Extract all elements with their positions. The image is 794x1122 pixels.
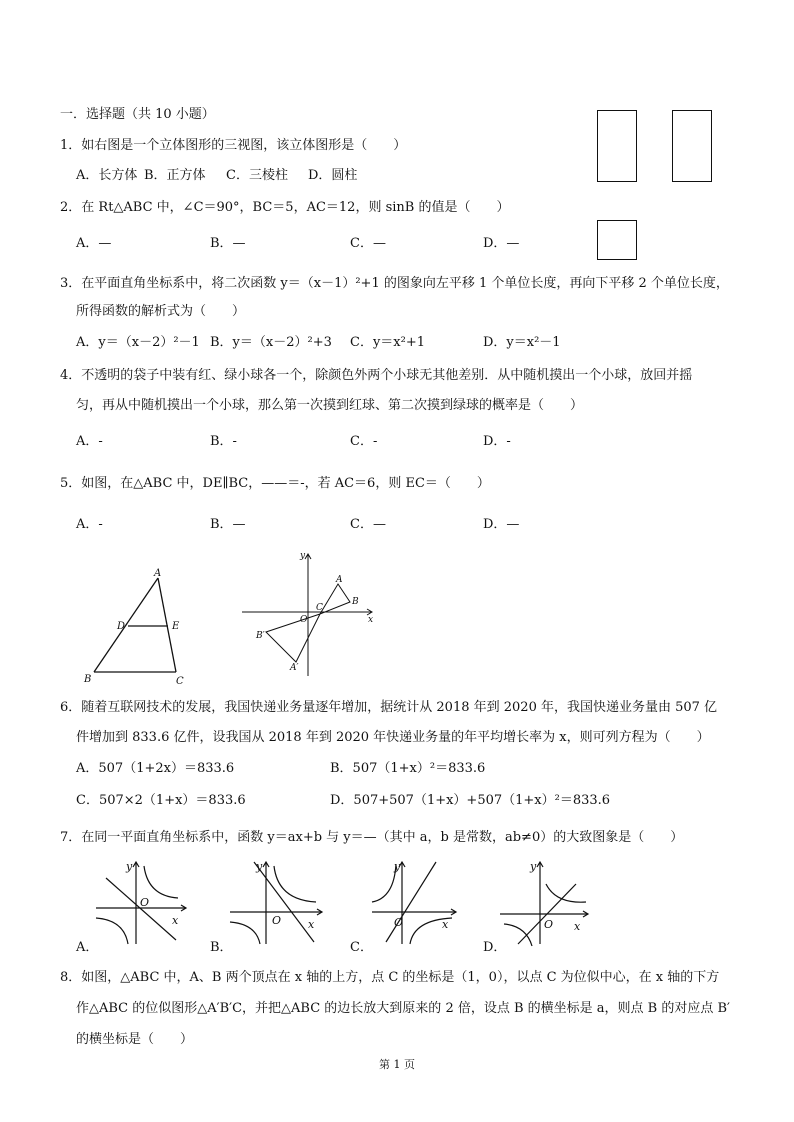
q7a-x-label: x bbox=[172, 914, 179, 927]
coord-c-label: C bbox=[316, 603, 323, 613]
q3-option-a: A．y＝（x－2）²－1 bbox=[76, 335, 200, 350]
q4-option-b: B．- bbox=[210, 434, 237, 449]
q7-graph-d bbox=[496, 858, 590, 948]
q6-option-b: B．507（1+x）²＝833.6 bbox=[330, 761, 486, 776]
q6-option-d: D．507+507（1+x）+507（1+x）²＝833.6 bbox=[330, 793, 611, 808]
q7-graph-c bbox=[368, 858, 458, 948]
q7-option-a: A． bbox=[76, 940, 99, 955]
q5-option-c: C．— bbox=[350, 517, 386, 532]
coord-b-prime-label: B′ bbox=[256, 631, 265, 641]
question-3-stem-line-1: 3．在平面直角坐标系中，将二次函数 y＝（x－1）²+1 的图象向左平移 1 个单位长度，再向下平移 2 个单位长度， bbox=[60, 276, 729, 291]
side-view-rectangle bbox=[672, 110, 712, 182]
section-title: 一．选择题（共 10 小题） bbox=[60, 107, 215, 122]
q7-graph-a bbox=[92, 858, 188, 948]
q7-option-d: D． bbox=[483, 940, 507, 955]
coord-origin-label: O bbox=[300, 615, 308, 625]
q7b-x-label: x bbox=[308, 918, 315, 931]
coord-b-label: B bbox=[352, 597, 359, 607]
q4-option-c: C．- bbox=[350, 434, 378, 449]
q6-option-a: A．507（1+2x）＝833.6 bbox=[76, 761, 235, 776]
q7d-origin-label: O bbox=[544, 918, 554, 931]
q2-option-d: D．— bbox=[483, 236, 520, 251]
question-1-stem: 1．如右图是一个立体图形的三视图，该立体图形是（ ） bbox=[60, 138, 407, 153]
q5-option-d: D．— bbox=[483, 517, 520, 532]
q7-graph-b bbox=[226, 858, 324, 948]
q3-option-b: B．y＝（x－2）²+3 bbox=[210, 335, 332, 350]
q1-option-c: C．三棱柱 bbox=[226, 168, 288, 183]
q7b-y-label: y bbox=[256, 860, 263, 873]
q2-option-a: A．— bbox=[76, 236, 112, 251]
q7-option-b: B． bbox=[210, 940, 233, 955]
q5-option-a: A．- bbox=[76, 517, 103, 532]
coord-x-label: x bbox=[368, 615, 374, 625]
question-6-stem-line-1: 6．随着互联网技术的发展，我国快递业务量逐年增加，据统计从 2018 年到 2020 年，我国快递业务量由 507 亿 bbox=[60, 700, 718, 715]
coordinate-homothety-figure bbox=[238, 548, 378, 680]
question-8-stem-line-1: 8．如图，△ABC 中，A、B 两个顶点在 x 轴的上方，点 C 的坐标是（1，0），以点 C 为位似中心，在 x 轴的下方 bbox=[60, 970, 720, 985]
question-8-stem-line-2: 作△ABC 的位似图形△A′B′C，并把△ABC 的边长放大到原来的 2 倍，设点 B 的横坐标是 a，则点 B 的对应点 B′ bbox=[76, 1001, 730, 1016]
q1-option-a: A．长方体 bbox=[76, 168, 138, 183]
q2-option-c: C．— bbox=[350, 236, 386, 251]
q3-option-c: C．y＝x²+1 bbox=[350, 335, 425, 350]
question-5-stem: 5．如图，在△ABC 中，DE∥BC，——＝-，若 AC＝6，则 EC＝（ ） bbox=[60, 476, 490, 491]
question-6-stem-line-2: 件增加到 833.6 亿件，设我国从 2018 年到 2020 年快递业务量的年平均增长率为 x，则可列方程为（ ） bbox=[76, 730, 710, 745]
q5-option-b: B．— bbox=[210, 517, 246, 532]
q7c-x-label: x bbox=[442, 918, 449, 931]
q4-option-d: D．- bbox=[483, 434, 511, 449]
coord-a-prime-label: A′ bbox=[290, 663, 299, 673]
q7a-y-label: y bbox=[126, 860, 133, 873]
label-e: E bbox=[172, 621, 180, 632]
q7d-x-label: x bbox=[574, 920, 581, 933]
question-4-stem-line-2: 匀，再从中随机摸出一个小球，那么第一次摸到红球、第二次摸到绿球的概率是（ ） bbox=[76, 398, 584, 413]
q6-option-c: C．507×2（1+x）＝833.6 bbox=[76, 793, 246, 808]
q4-option-a: A．- bbox=[76, 434, 103, 449]
page-number: 第 1 页 bbox=[379, 1058, 415, 1071]
label-a: A bbox=[154, 568, 162, 579]
label-d: D bbox=[117, 621, 126, 632]
q1-option-b: B．正方体 bbox=[144, 168, 206, 183]
front-view-rectangle bbox=[597, 110, 637, 182]
q3-option-d: D．y＝x²－1 bbox=[483, 335, 561, 350]
coord-y-label: y bbox=[300, 551, 306, 561]
top-view-square bbox=[597, 220, 637, 260]
question-2-stem: 2．在 Rt△ABC 中，∠C＝90°，BC＝5，AC＝12，则 sinB 的值是（ ） bbox=[60, 200, 510, 215]
question-3-stem-line-2: 所得函数的解析式为（ ） bbox=[76, 304, 246, 319]
label-b: B bbox=[84, 674, 92, 685]
triangle-de-bc-figure bbox=[80, 566, 190, 686]
q2-option-b: B．— bbox=[210, 236, 246, 251]
q7b-origin-label: O bbox=[272, 914, 282, 927]
question-4-stem-line-1: 4．不透明的袋子中装有红、绿小球各一个，除颜色外两个小球无其他差别．从中随机摸出一个小球，放回并摇 bbox=[60, 368, 693, 383]
label-c: C bbox=[176, 676, 184, 687]
coord-a-label: A bbox=[336, 575, 343, 585]
q1-option-d: D．圆柱 bbox=[308, 168, 358, 183]
q7c-origin-label: O bbox=[394, 916, 404, 929]
question-7-stem: 7．在同一平面直角坐标系中，函数 y＝ax+b 与 y＝—（其中 a，b 是常数，ab≠0）的大致图象是（ ） bbox=[60, 830, 684, 845]
q7-option-c: C． bbox=[350, 940, 373, 955]
q7c-y-label: y bbox=[394, 860, 401, 873]
question-8-stem-line-3: 的横坐标是（ ） bbox=[76, 1032, 194, 1047]
q7a-origin-label: O bbox=[140, 896, 150, 909]
q7d-y-label: y bbox=[530, 860, 537, 873]
